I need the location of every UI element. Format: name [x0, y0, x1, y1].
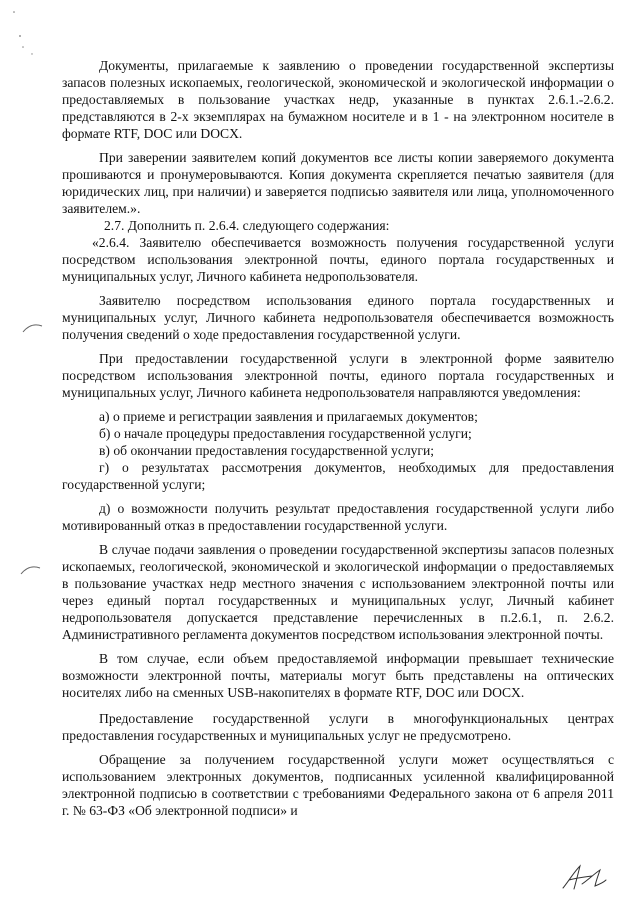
list-item: г) о результатах рассмотрения документов, необходимых для предоставления государственной услуги;	[62, 460, 614, 492]
scan-speck-icon	[10, 10, 50, 60]
paragraph: Предоставление государственной услуги в многофункциональных центрах предоставления государственных и муниципальных услуг не предусмотрено.	[62, 711, 614, 743]
handwritten-initials-icon	[560, 862, 608, 892]
document-body	[62, 57, 614, 819]
list-item: в) об окончании предоставления государственной услуги;	[99, 443, 435, 458]
paragraph: Заявителю посредством использования единого портала государственных и муниципальных услуг, Личного кабинета недропользователя обеспечивается возможность получения сведений о ходе предоставления государственной услуги.	[62, 293, 614, 342]
paragraph: Документы, прилагаемые к заявлению о проведении государственной экспертизы запасов полезных ископаемых, геологической, экономической и экологической информации о предоставляемых в пользование участках недр, указанные в пунктах 2.6.1.-2.6.2. представляются в 2-х экземплярах на бумажном носителе и в 1 - на электронном носителе в формате RTF, DOC или DOCX.	[62, 58, 614, 141]
paragraph: Обращение за получением государственной услуги может осуществляться с использованием электронных документов, подписанных усиленной квалифицированной электронной подписью в соответствии с требованиями Федерального закона от 6 апреля 2011 г. № 63-ФЗ «Об электронной подписи» и	[62, 752, 614, 818]
punch-hole-arc-icon	[20, 562, 42, 576]
paragraph: При заверении заявителем копий документов все листы копии заверяемого документа прошиваются и пронумеровываются. Копия документа скрепляется печатью заявителя (для юридических лиц, при наличии) и заверяется подписью заявителя или лица, уполномоченного заявителем.».	[62, 150, 614, 216]
paragraph: В случае подачи заявления о проведении государственной экспертизы запасов полезных ископаемых, геологической, экономической и экологической информации о предоставляемых в пользование участках недр местного значения с использованием электронной почты или через единый портал государственных и муниципальных услуг, Личный кабинет недропользователя допускается представление перечисленных в п.2.6.1, п. 2.6.2. Административного регламента документов посредством использования электронной почты.	[62, 542, 614, 642]
paragraph: 2.7. Дополнить п. 2.6.4. следующего содержания:	[104, 218, 390, 233]
paragraph: «2.6.4. Заявителю обеспечивается возможность получения государственной услуги посредством использования электронной почты, единого портала государственных и муниципальных услуг, Личного кабинета недропользователя.	[62, 235, 614, 284]
list-item: д) о возможности получить результат предоставления государственной услуги либо мотивированный отказ в предоставлении государственной услуги.	[62, 501, 614, 533]
paragraph: При предоставлении государственной услуги в электронной форме заявителю посредством использования электронной почты, единого портала государственных и муниципальных услуг, Личного кабинета недропользователя направляются уведомления:	[62, 351, 614, 400]
punch-hole-arc-icon	[22, 320, 44, 334]
paragraph: В том случае, если объем предоставляемой информации превышает технические возможности электронной почты, материалы могут быть представлены на оптических носителях либо на сменных USB-накопителях в формате RTF, DOC или DOCX.	[62, 651, 614, 700]
list-item: б) о начале процедуры предоставления государственной услуги;	[99, 426, 472, 441]
list-item: а) о приеме и регистрации заявления и прилагаемых документов;	[99, 409, 478, 424]
